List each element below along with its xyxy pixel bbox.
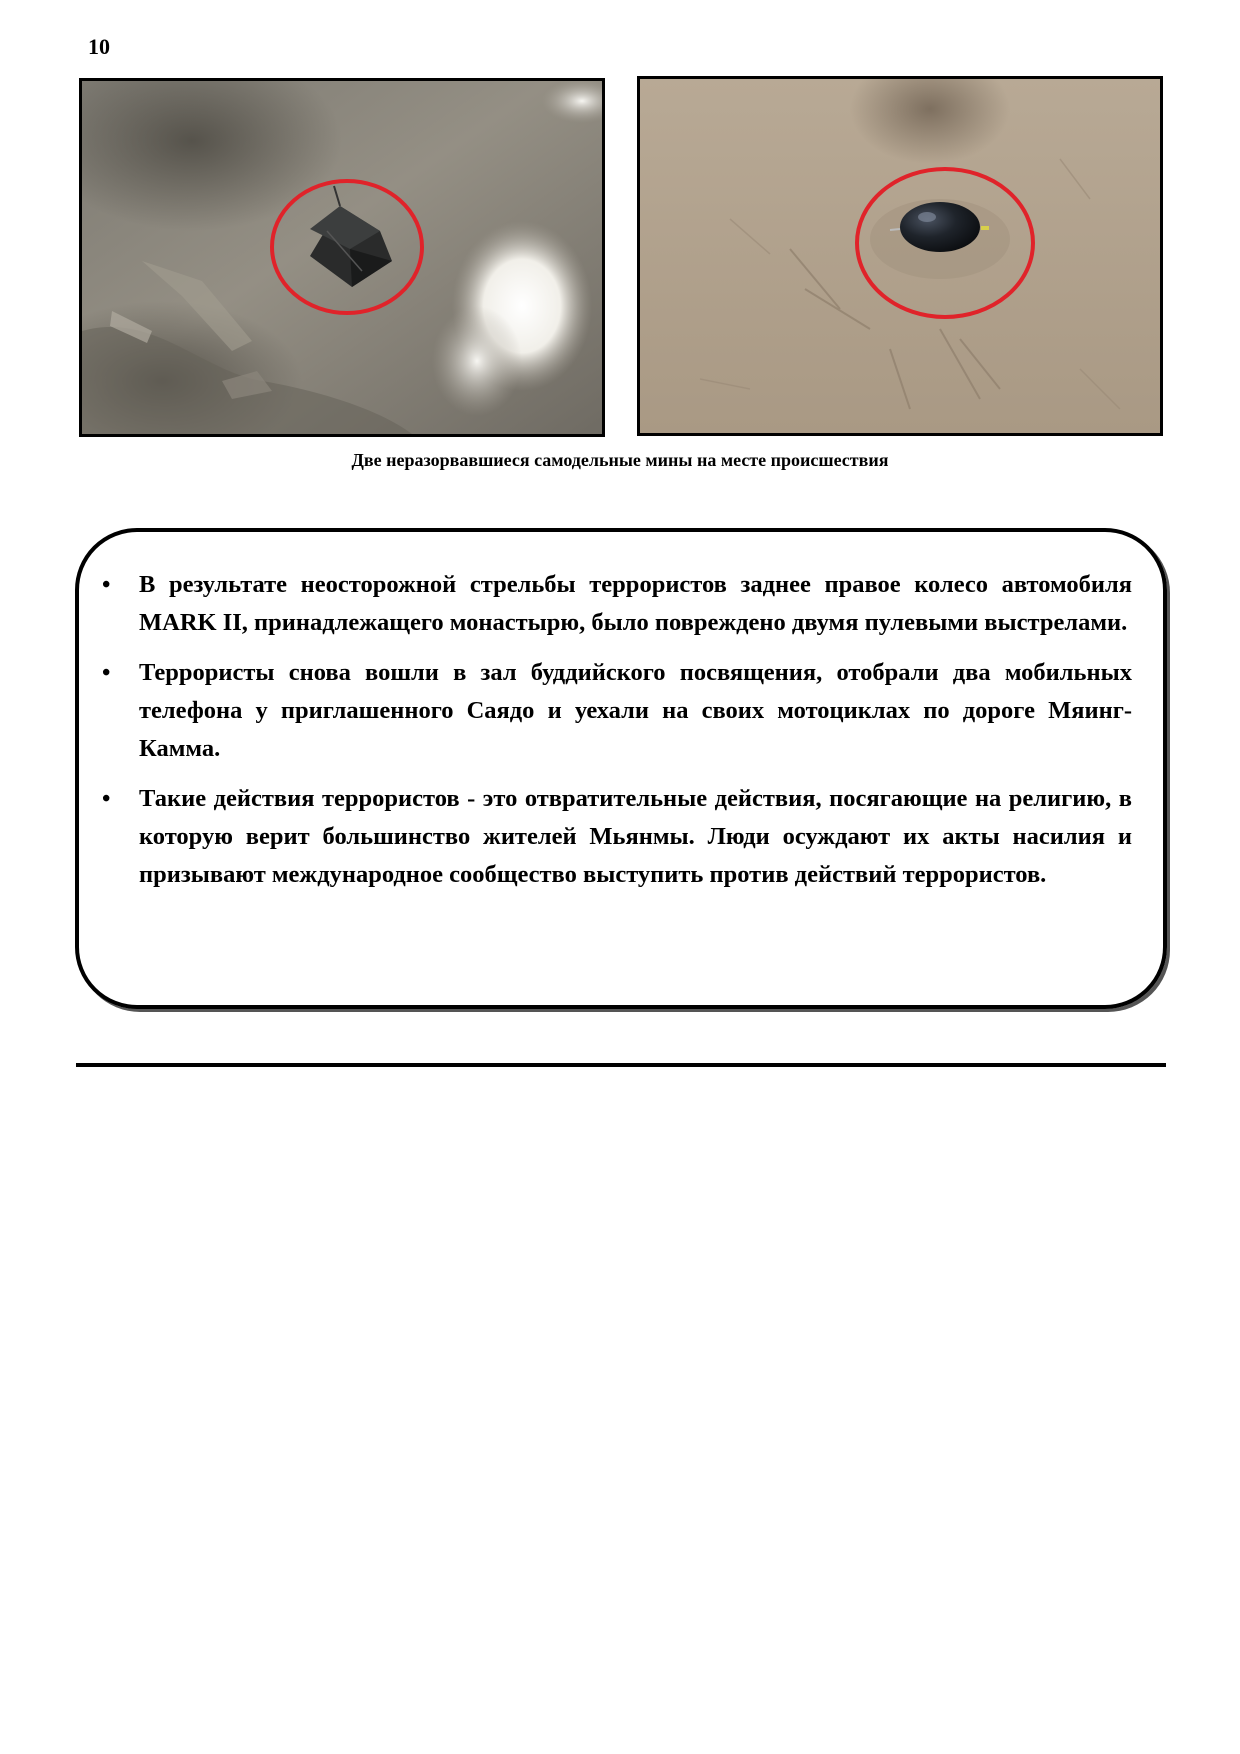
mine-photo-left — [79, 78, 605, 437]
bullet-icon: • — [102, 572, 111, 598]
page-number: 10 — [88, 34, 110, 59]
bullet-icon: • — [102, 786, 111, 812]
list-item — [102, 566, 1132, 642]
bullet-list — [102, 566, 1132, 906]
list-item — [102, 654, 1132, 768]
list-item — [102, 780, 1132, 894]
mine-photo-right — [637, 76, 1163, 436]
horizontal-rule — [76, 1063, 1166, 1067]
mine-photo-right-image — [640, 79, 1160, 433]
photo-caption: Две неразорвавшиеся самодельные мины на месте происшествия — [351, 450, 889, 470]
list-item-text: В результате неосторожной стрельбы террористов заднее правое колесо автомобиля MARK II, принадлежащего монастырю, было повреждено двумя пулевыми выстрелами. — [139, 571, 1132, 636]
list-item-text: Террористы снова вошли в зал буддийского посвящения, отобрали два мобильных телефона у приглашенного Саядо и уехали на своих мотоциклах по дороге Мяинг-Камма. — [139, 659, 1132, 762]
bullet-icon: • — [102, 660, 111, 686]
mine-photo-left-image — [82, 81, 602, 434]
list-item-text: Такие действия террористов - это отвратительные действия, посягающие на религию, в которую верит большинство жителей Мьянмы. Люди осуждают их акты насилия и призывают международное сообщество выступить против действий террористов. — [139, 785, 1132, 888]
